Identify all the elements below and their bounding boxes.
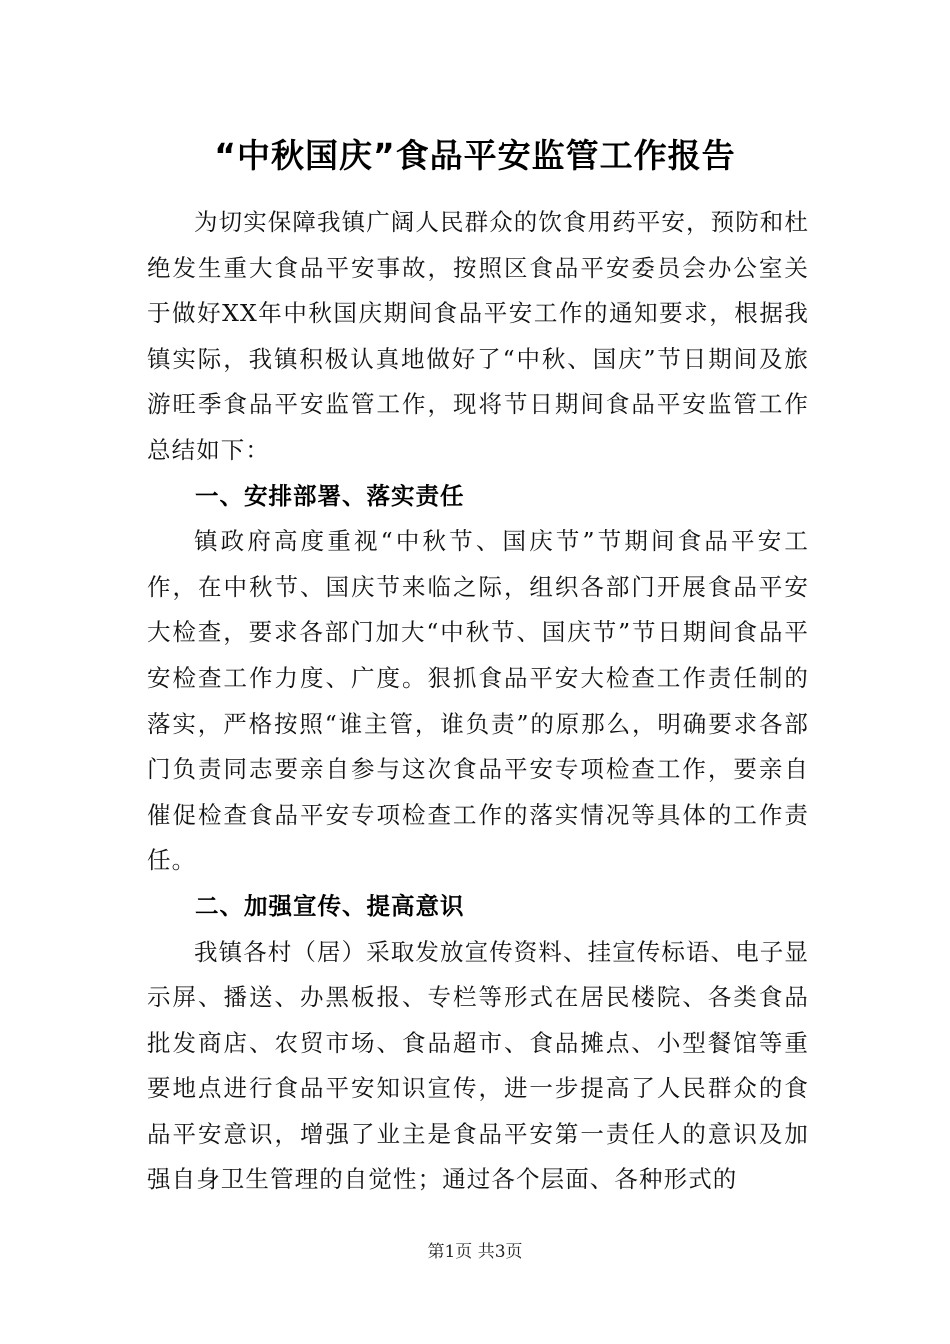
page-title: “中秋国庆”食品平安监管工作报告 (214, 136, 736, 175)
section-paragraph-1: 镇政府高度重视“中秋节、国庆节”节期间食品平安工作，在中秋节、国庆节来临之际，组织各部门开展食品平安大检查，要求各部门加大“中秋节、国庆节”节日期间食品平安检查工作力度、广度。狠抓食品平安大检查工作责任制的落实，严格按照“谁主管，谁负责”的原那么，明确要求各部门负责同志要亲自参与这次食品平安专项检查工作，要亲自催促检查食品平安专项检查工作的落实情况等具体的工作责任。 (147, 527, 809, 875)
page-footer: 第1页 共3页 (427, 1242, 523, 1262)
section-heading-2: 二、加强宣传、提高意识 (195, 891, 465, 920)
section-heading-1: 一、安排部署、落实责任 (195, 481, 465, 510)
section-paragraph-2: 我镇各村（居）采取发放宣传资料、挂宣传标语、电子显示屏、播送、办黑板报、专栏等形式在居民楼院、各类食品批发商店、农贸市场、食品超市、食品摊点、小型餐馆等重要地点进行食品平安知识宣传，进一步提高了人民群众的食品平安意识，增强了业主是食品平安第一责任人的意识及加强自身卫生管理的自觉性；通过各个层面、各种形式的 (147, 937, 809, 1194)
intro-paragraph: 为切实保障我镇广阔人民群众的饮食用药平安，预防和杜绝发生重大食品平安事故，按照区食品平安委员会办公室关于做好XX年中秋国庆期间食品平安工作的通知要求，根据我镇实际，我镇积极认真地做好了“中秋、国庆”节日期间及旅游旺季食品平安监管工作，现将节日期间食品平安监管工作总结如下： (147, 208, 809, 464)
document-body (147, 200, 809, 1203)
